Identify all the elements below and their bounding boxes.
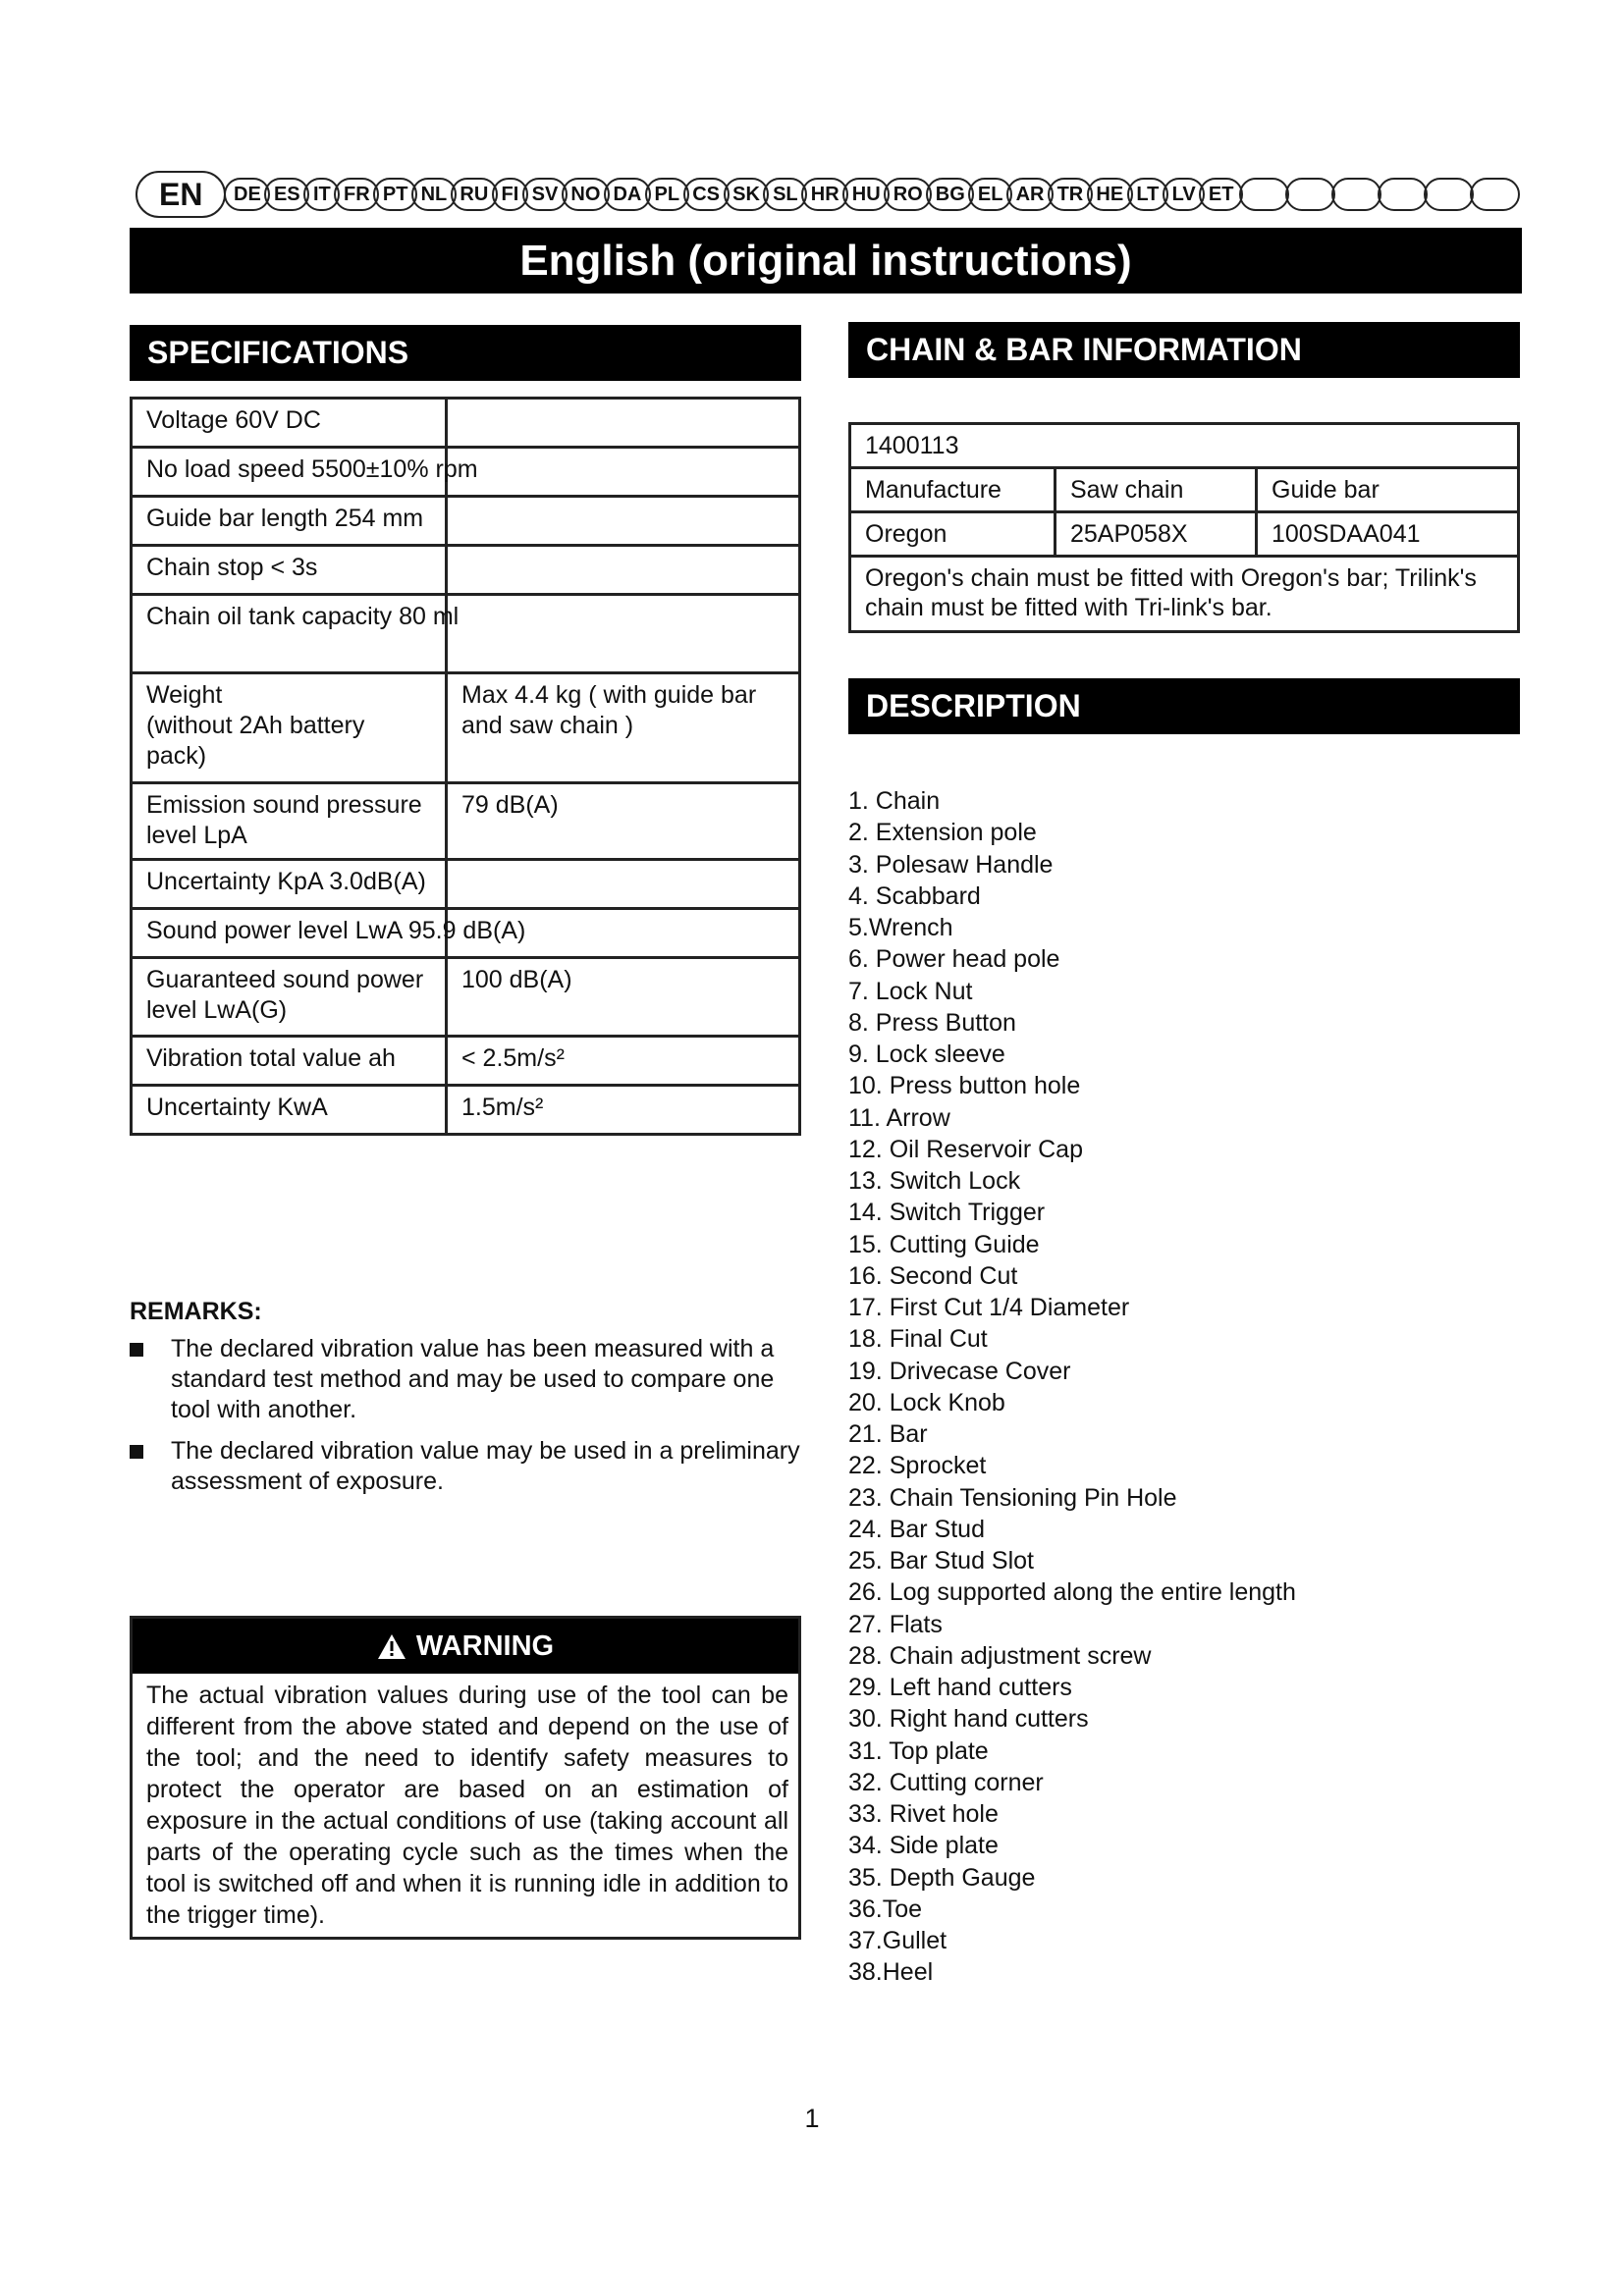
table-row: [850, 557, 1519, 632]
list-item: 10. Press button hole: [848, 1072, 1081, 1100]
list-item: 9. Lock sleeve: [848, 1041, 1005, 1068]
spec-label: Guide bar length 254 mm: [132, 497, 447, 546]
language-tab-el[interactable]: EL: [968, 178, 1012, 211]
list-item: 25. Bar Stud Slot: [848, 1547, 1035, 1575]
table-row: [132, 399, 800, 448]
list-item: 24. Bar Stud: [848, 1515, 985, 1543]
list-item: 19. Drivecase Cover: [848, 1357, 1071, 1385]
spec-label: Chain stop < 3s: [132, 546, 447, 595]
language-tab-ro[interactable]: RO: [884, 178, 932, 211]
language-tab-fi[interactable]: FI: [492, 178, 528, 211]
table-row: [850, 512, 1519, 557]
list-item: 17. First Cut 1/4 Diameter: [848, 1294, 1130, 1321]
list-item: 38.Heel: [848, 1958, 934, 1987]
list-item: 1. Chain: [848, 787, 941, 815]
spec-label: Vibration total value ah: [132, 1037, 447, 1086]
language-tab-pt[interactable]: PT: [373, 178, 417, 211]
language-tab-et[interactable]: ET: [1199, 178, 1243, 211]
language-tab-he[interactable]: HE: [1087, 178, 1133, 211]
language-tab-nl[interactable]: NL: [411, 178, 457, 211]
remark-item: [130, 1334, 807, 1425]
table-row: [850, 468, 1519, 512]
header-saw-chain: Saw chain: [1056, 468, 1257, 512]
spec-value: 1.5m/s²: [447, 1086, 800, 1135]
list-item: 12. Oil Reservoir Cap: [848, 1135, 1083, 1163]
language-tab-no[interactable]: NO: [562, 178, 610, 211]
page-title: English (original instructions): [130, 228, 1522, 294]
table-row: [132, 958, 800, 1037]
table-row: [132, 673, 800, 783]
table-row: [132, 595, 800, 673]
list-item: 4. Scabbard: [848, 881, 981, 910]
spec-value: [447, 860, 800, 909]
spec-value: < 2.5m/s²: [447, 1037, 800, 1086]
list-item: 2. Extension pole: [848, 819, 1037, 847]
language-tab-empty: [1239, 178, 1289, 211]
language-tab-cs[interactable]: CS: [683, 178, 730, 211]
spec-label: Chain oil tank capacity 80 ml: [132, 595, 447, 673]
language-selector: [135, 171, 1520, 218]
specifications-table: [130, 397, 801, 1136]
language-tab-ar[interactable]: AR: [1006, 178, 1054, 211]
table-row: [132, 783, 800, 860]
warning-box: [130, 1616, 801, 1940]
cell-guide-bar: 100SDAA041: [1257, 512, 1519, 557]
square-bullet-icon: [130, 1445, 143, 1459]
spec-value: [447, 546, 800, 595]
table-row: [132, 860, 800, 909]
list-item: 8. Press Button: [848, 1008, 1016, 1037]
table-row: [850, 424, 1519, 468]
spec-value: Max 4.4 kg ( with guide bar and saw chain ): [447, 673, 800, 783]
description-heading: DESCRIPTION: [848, 678, 1520, 734]
list-item: 21. Bar: [848, 1420, 928, 1448]
list-item: 14. Switch Trigger: [848, 1199, 1046, 1227]
list-item: 27. Flats: [848, 1610, 943, 1638]
spec-label: Sound power level LwA 95.9 dB(A): [132, 909, 447, 958]
language-tab-da[interactable]: DA: [604, 178, 651, 211]
list-item: 20. Lock Knob: [848, 1388, 1005, 1416]
chain-bar-table: [848, 422, 1520, 633]
header-manufacture: Manufacture: [850, 468, 1056, 512]
specifications-heading: SPECIFICATIONS: [130, 325, 801, 381]
list-item: 30. Right hand cutters: [848, 1705, 1089, 1734]
list-item: 11. Arrow: [848, 1103, 950, 1132]
list-item: 35. Depth Gauge: [848, 1863, 1036, 1892]
language-tab-bg[interactable]: BG: [926, 178, 974, 211]
list-item: 22. Sprocket: [848, 1452, 987, 1480]
language-tab-it[interactable]: IT: [303, 178, 340, 211]
list-item: 32. Cutting corner: [848, 1768, 1044, 1796]
spec-label: Weight (without 2Ah battery pack): [132, 673, 447, 783]
list-item: 29. Left hand cutters: [848, 1674, 1072, 1701]
list-item: 33. Rivet hole: [848, 1800, 999, 1828]
list-item: 37.Gullet: [848, 1927, 947, 1954]
spec-label: Voltage 60V DC: [132, 399, 447, 448]
spec-value: [447, 399, 800, 448]
language-tab-sv[interactable]: SV: [522, 178, 568, 211]
warning-header: [133, 1619, 798, 1674]
remark-item: [130, 1436, 807, 1497]
list-item: 28. Chain adjustment screw: [848, 1641, 1152, 1670]
list-item: 15. Cutting Guide: [848, 1230, 1040, 1258]
warning-title: WARNING: [415, 1629, 555, 1662]
spec-value: 79 dB(A): [447, 783, 800, 860]
cell-saw-chain: 25AP058X: [1056, 512, 1257, 557]
list-item: 7. Lock Nut: [848, 977, 973, 1005]
spec-value: 100 dB(A): [447, 958, 800, 1037]
description-list: [848, 785, 1296, 1989]
language-tab-lt[interactable]: LT: [1127, 178, 1168, 211]
spec-value: [447, 497, 800, 546]
list-item: 5.Wrench: [848, 914, 953, 941]
warning-triangle-icon: [377, 1633, 406, 1660]
table-row: [132, 497, 800, 546]
spec-value: [447, 448, 800, 497]
square-bullet-icon: [130, 1343, 143, 1357]
list-item: 31. Top plate: [848, 1736, 989, 1765]
list-item: 23. Chain Tensioning Pin Hole: [848, 1483, 1177, 1512]
language-tab-lv[interactable]: LV: [1163, 178, 1205, 211]
list-item: 26. Log supported along the entire length: [848, 1578, 1296, 1607]
spec-value: [447, 595, 800, 673]
language-tab-fr[interactable]: FR: [334, 178, 379, 211]
warning-text: The actual vibration values during use of the tool can be different from the above stated and depend on the use of the tool; and the need to identify safety measures to protect the operator are based on an estimation of exposure in the actual conditions of use (taking account all parts of the operating cycle such as the times when the tool is switched off and when it is running idle in addition to the trigger time).: [146, 1682, 788, 1929]
spec-label: Uncertainty KpA 3.0dB(A): [132, 860, 447, 909]
list-item: 18. Final Cut: [848, 1325, 988, 1354]
list-item: 16. Second Cut: [848, 1261, 1018, 1290]
header-guide-bar: Guide bar: [1257, 468, 1519, 512]
language-tab-empty: [1285, 178, 1335, 211]
remarks-heading: REMARKS:: [130, 1298, 262, 1325]
language-tab-empty: [1378, 178, 1428, 211]
table-row: [132, 909, 800, 958]
table-row: [132, 448, 800, 497]
language-tab-pl[interactable]: PL: [645, 178, 689, 211]
remark-text: The declared vibration value may be used in a preliminary assessment of exposure.: [171, 1437, 800, 1495]
language-tab-empty: [1331, 178, 1381, 211]
spec-label: Uncertainty KwA: [132, 1086, 447, 1135]
list-item: 36.Toe: [848, 1895, 923, 1923]
language-tab-empty: [1470, 178, 1520, 211]
language-tab-hr[interactable]: HR: [801, 178, 848, 211]
language-tab-empty: [1424, 178, 1474, 211]
language-tab-ru[interactable]: RU: [451, 178, 498, 211]
list-item: 13. Switch Lock: [848, 1167, 1021, 1195]
language-tab-de[interactable]: DE: [224, 178, 270, 211]
language-tab-tr[interactable]: TR: [1048, 178, 1093, 211]
spec-label: No load speed 5500±10% rpm: [132, 448, 447, 497]
remark-text: The declared vibration value has been measured with a standard test method and may be used to compare one tool with another.: [171, 1335, 775, 1423]
language-tab-sl[interactable]: SL: [763, 178, 807, 211]
cell-manufacture: Oregon: [850, 512, 1056, 557]
list-item: 34. Side plate: [848, 1832, 999, 1860]
language-tab-sk[interactable]: SK: [724, 178, 770, 211]
chain-bar-heading: CHAIN & BAR INFORMATION: [848, 322, 1520, 378]
table-row: [132, 546, 800, 595]
table-row: [132, 1086, 800, 1135]
language-tab-hu[interactable]: HU: [842, 178, 890, 211]
chain-note-cell: Oregon's chain must be fitted with Oregon's bar; Trilink's chain must be fitted with Tri-link's bar.: [850, 557, 1519, 632]
list-item: 6. Power head pole: [848, 945, 1060, 974]
language-tab-en[interactable]: EN: [135, 171, 226, 218]
list-item: 3. Polesaw Handle: [848, 850, 1054, 879]
spec-label: Guaranteed sound power level LwA(G): [132, 958, 447, 1037]
table-row: [132, 1037, 800, 1086]
language-tab-es[interactable]: ES: [264, 178, 309, 211]
page-number: 1: [804, 2104, 820, 2133]
spec-label: Emission sound pressure level LpA: [132, 783, 447, 860]
chain-model-cell: 1400113: [850, 424, 1519, 468]
